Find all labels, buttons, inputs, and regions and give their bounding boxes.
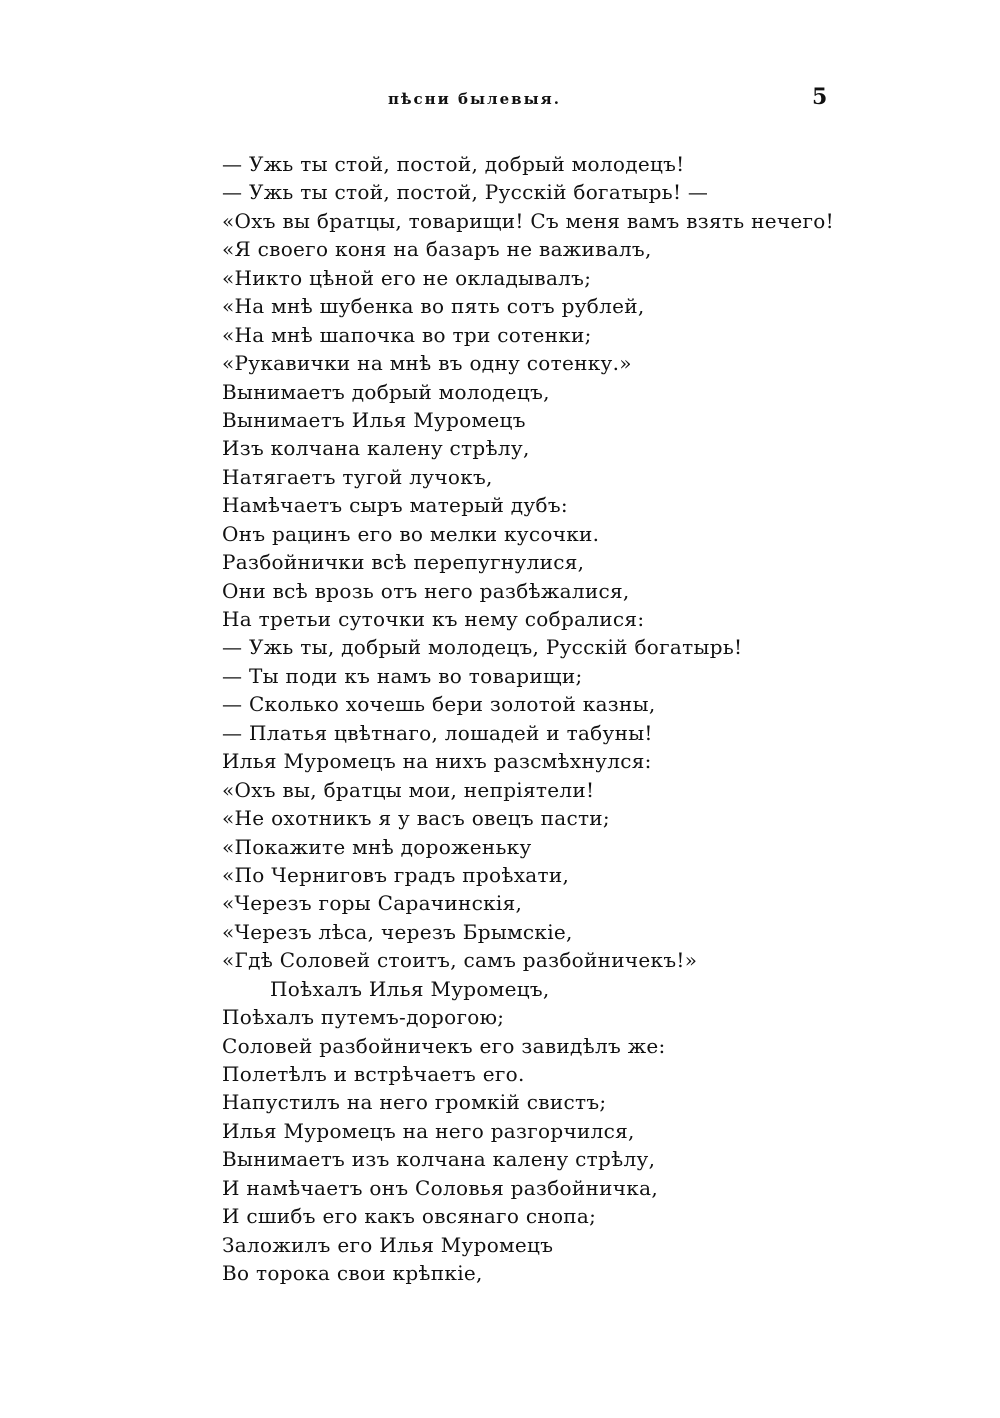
poem-line: Вынимаетъ изъ колчана калену стрѣлу, [222,1147,656,1172]
poem-line: И сшибъ его какъ овсянаго снопа; [222,1204,597,1229]
poem-line: Илья Муромецъ на него разгорчился, [222,1118,635,1143]
poem-line: «Гдѣ Соловей стоитъ, самъ разбойничекъ!» [222,948,698,973]
poem-line: — Ужь ты стой, постой, Русскій богатырь! — [222,180,709,205]
poem-line: — Ужь ты стой, постой, добрый молодецъ! [222,152,685,176]
poem-line: Они всѣ врозь отъ него разбѣжалися, [222,578,630,603]
poem-line: Поѣхалъ путемъ-дорогою; [222,1005,505,1030]
poem-line: — Платья цвѣтнаго, лошадей и табуны! [222,720,653,745]
running-head: пѣсни былевыя. [388,90,561,108]
poem-line: «Охъ вы братцы, товарищи! Съ меня вамъ взять нечего! [222,208,834,233]
poem-line: На третьи суточки къ нему собралися: [222,607,645,631]
poem-line-indented: Поѣхалъ Илья Муромецъ, [270,976,550,1001]
poem-line: «Покажите мнѣ дороженьку [222,834,532,859]
poem-line: «По Черниговъ градъ проѣхати, [222,862,570,887]
poem-line: — Ужь ты, добрый молодецъ, Русскій богатырь! [222,635,743,660]
poem-line: «Я своего коня на базаръ не важивалъ, [222,237,652,262]
poem-line: Вынимаетъ Илья Муромецъ [222,407,526,432]
poem-line: И намѣчаетъ онъ Соловья разбойничка, [222,1175,658,1200]
poem-line: «Черезъ горы Сарачинскія, [222,891,523,916]
poem-line: Разбойнички всѣ перепугнулися, [222,550,585,575]
poem-line: «На мнѣ шапочка во три сотенки; [222,322,592,347]
poem-line: Заложилъ его Илья Муромецъ [222,1232,554,1257]
poem-line: Соловей разбойничекъ его завидѣлъ же: [222,1033,666,1058]
poem-text [222,150,842,1288]
poem-line: — Ты поди къ намъ во товарищи; [222,663,583,688]
poem-line: Намѣчаетъ сыръ матерый дубъ: [222,493,568,518]
poem-line: Напустилъ на него громкій свистъ; [222,1090,607,1115]
poem-line: «Никто цѣной его не окладывалъ; [222,265,592,290]
poem-line: Полетѣлъ и встрѣчаетъ его. [222,1062,525,1086]
poem-line: Натягаетъ тугой лучокъ, [222,464,493,489]
poem-line: «Не охотникъ я у васъ овецъ пасти; [222,806,610,831]
poem-line: «Черезъ лѣса, черезъ Брымскіе, [222,919,573,944]
poem-line: «Охъ вы, братцы мои, непріятели! [222,777,595,802]
page-number: 5 [812,84,828,110]
poem-line: Онъ рацинъ его во мелки кусочки. [222,521,600,546]
poem-line: «Рукавички на мнѣ въ одну сотенку.» [222,351,632,376]
poem-line: «На мнѣ шубенка во пять сотъ рублей, [222,294,645,319]
poem-line: Илья Муромецъ на нихъ разсмѣхнулся: [222,749,652,774]
poem-line: Изъ колчана калену стрѣлу, [222,436,530,461]
poem-line: Вынимаетъ добрый молодецъ, [222,379,550,404]
poem-line: Во торока свои крѣпкіе, [222,1261,483,1286]
poem-line: — Сколько хочешь бери золотой казны, [222,692,656,717]
